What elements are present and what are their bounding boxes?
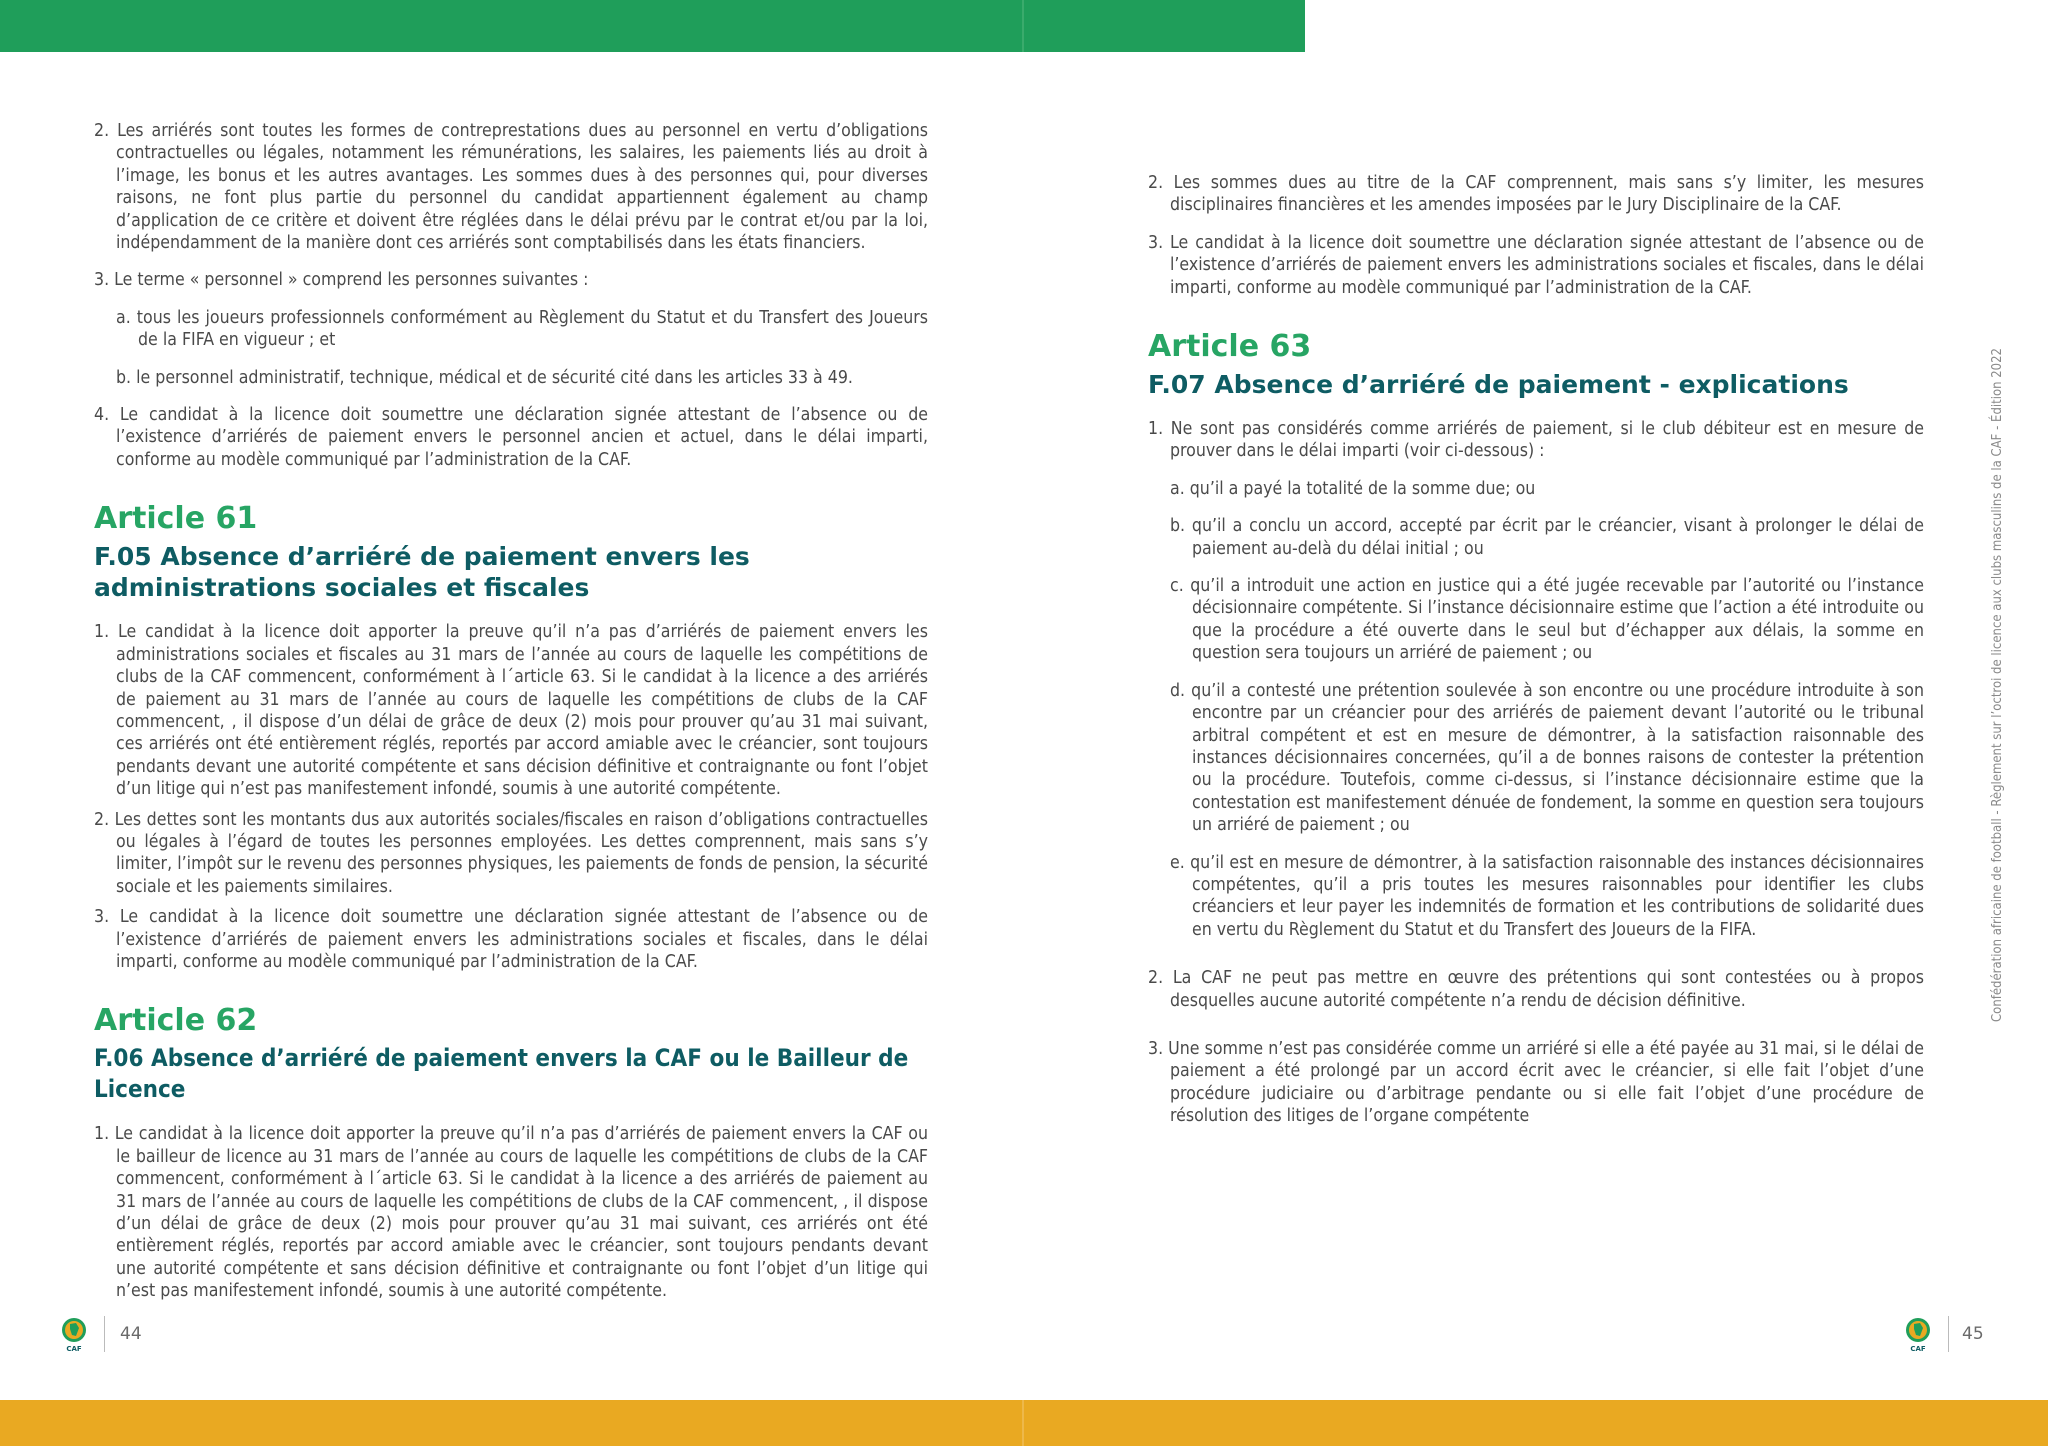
paragraph: 2. Les sommes dues au titre de la CAF comprennent, mais sans s’y limiter, les mesures disciplinaires financières et les amendes imposées par le Jury Disciplinaire de la CAF. [1148, 173, 1924, 216]
paragraph: 2. Les arriérés sont toutes les formes de contreprestations dues au personnel en vertu d’obligations contractuelles ou légales, notamment les rémunérations, les salaires, les paiements liés au droit à l’image, les bonus et les autres avantages. Les sommes dues à des personnes qui, pour diverses raisons, ne font plus partie du personnel du candidat appartiennent également au champ d’application de ce critère et doivent être réglées dans le délai prévu par le contrat et/ou par la loi, indépendamment de la manière dont ces arriérés sont comptabilisés dans les états financiers. [94, 121, 928, 254]
article-63-title: Article 63 [1148, 329, 1312, 365]
article-62-title: Article 62 [94, 1003, 258, 1039]
top-green-bar [0, 0, 1305, 52]
list-item: b. qu’il a conclu un accord, accepté par écrit par le créancier, visant à prolonger le délai de paiement au-delà du délai initial ; ou [1170, 516, 1924, 559]
paragraph: 2. Les dettes sont les montants dus aux autorités sociales/fiscales en raison d’obligations contractuelles ou légales à l’égard de toutes les personnes employées. Les dettes comprennent, mais sans s’y limiter, l’impôt sur le revenu des personnes physiques, les paiements de fonds de pension, la sécurité sociale et les paiements similaires. [94, 809, 928, 897]
article-63-section-title: F.07 Absence d’arriéré de paiement - explications [1148, 370, 1849, 400]
paragraph: 1. Le candidat à la licence doit apporter la preuve qu’il n’a pas d’arriérés de paiement envers les administrations sociales et fiscales au 31 mars de l’année au cours de laquelle les compétitions de clubs de la CAF commencent, conformément à l´article 63. Si le candidat à la licence a des arriérés de paiement au 31 mars de l’année au cours de laquelle les compétitions de clubs de la CAF commencent, , il dispose d’un délai de grâce de deux (2) mois pour prouver qu’au 31 mai suivant, ces arriérés ont été entièrement réglés, reportés par accord amiable avec le créancier, sont toujours pendants devant une autorité compétente et sans décision définitive et contraignante ou font l’objet d’un litige qui n’est pas manifestement infondé, soumis à une autorité compétente. [94, 622, 928, 800]
paragraph: 4. Le candidat à la licence doit soumettre une déclaration signée attestant de l’absence ou de l’existence d’arriérés de paiement envers le personnel ancien et actuel, dans le délai imparti, conforme au modèle communiqué par l’administration de la CAF. [94, 405, 928, 470]
article-61-title: Article 61 [94, 501, 258, 537]
list-item: e. qu’il est en mesure de démontrer, à la satisfaction raisonnable des instances décisionnaires compétentes, qu’il a pris toutes les mesures raisonnables pour identifier les clubs créanciers et leur payer les indemnités de formation et les contributions de solidarité dues en vertu du Règlement du Statut et du Transfert des Joueurs de la FIFA. [1170, 852, 1924, 940]
right-footer [1902, 1316, 2022, 1356]
right-page [1148, 172, 1924, 1143]
paragraph: 3. Une somme n’est pas considérée comme un arriéré si elle a été payée au 31 mai, si le délai de paiement a été prolongé par un accord écrit avec le créancier, si elle fait l’objet d’une procédure judiciaire ou d’arbitrage pendante ou si elle fait l’objet d’une procédure de résolution des litiges de l’organe compétente [1148, 1038, 1924, 1127]
list-item: d. qu’il a contesté une prétention soulevée à son encontre ou une procédure introduite à son encontre par un créancier pour des arriérés de paiement devant l’autorité ou le tribunal arbitral compétent et est en mesure de démontrer, à la satisfaction raisonnable des instances décisionnaires concernées, qu’il a de bonnes raisons de contester la prétention ou la procédure. Toutefois, comme ci-dessus, si l’instance décisionnaire estime que la contestation est manifestement dénuée de fondement, la somme en question sera toujours un arriéré de paiement ; ou [1170, 680, 1924, 836]
left-footer [58, 1316, 178, 1356]
paragraph: 3. Le candidat à la licence doit soumettre une déclaration signée attestant de l’absence ou de l’existence d’arriérés de paiement envers les administrations sociales et fiscales, dans le délai imparti, conforme au modèle communiqué par l’administration de la CAF. [94, 907, 928, 972]
list-item: a. tous les joueurs professionnels conformément au Règlement du Statut et du Transfert des Joueurs de la FIFA en vigueur ; et [116, 307, 928, 351]
article-61-section-title: F.05 Absence d’arriéré de paiement envers les administrations sociales et fiscales [94, 542, 750, 603]
caf-logo [1902, 1316, 1934, 1356]
side-running-title: Confédération africaine de football - Règlement sur l’octroi de licence aux clubs masculins de la CAF - Édition 2022 [1990, 348, 2005, 1022]
svg-text:CAF: CAF [1910, 1345, 1926, 1352]
left-page [94, 120, 928, 1318]
paragraph: 2. La CAF ne peut pas mettre en œuvre des prétentions qui sont contestées ou à propos desquelles aucune autorité compétente n’a rendu de décision définitive. [1148, 968, 1924, 1011]
page-number: 45 [1962, 1324, 1984, 1344]
svg-text:CAF: CAF [66, 1345, 82, 1352]
list-item: c. qu’il a introduit une action en justice qui a été jugée recevable par l’autorité ou l’instance décisionnaire compétente. Si l’instance décisionnaire estime que l’action a été introduite ou que la procédure a été ouverte dans le seul but d’échapper aux délais, la somme en question sera toujours un arriéré de paiement ; ou [1170, 576, 1924, 664]
paragraph: 3. Le candidat à la licence doit soumettre une déclaration signée attestant de l’absence ou de l’existence d’arriérés de paiement envers les administrations sociales et fiscales, dans le délai imparti, conforme au modèle communiqué par l’administration de la CAF. [1148, 232, 1924, 298]
caf-logo [58, 1316, 90, 1356]
list-item: b. le personnel administratif, technique, médical et de sécurité cité dans les articles 33 à 49. [116, 367, 853, 388]
bottom-yellow-bar [0, 1400, 2048, 1446]
paragraph: 1. Ne sont pas considérés comme arriérés de paiement, si le club débiteur est en mesure de prouver dans le délai imparti (voir ci-dessous) : [1148, 419, 1924, 462]
list-item: a. qu’il a payé la totalité de la somme due; ou [1170, 478, 1536, 499]
article-62-section-title: F.06 Absence d’arriéré de paiement envers la CAF ou le Bailleur de Licence [94, 1044, 909, 1104]
paragraph: 1. Le candidat à la licence doit apporter la preuve qu’il n’a pas d’arriérés de paiement envers la CAF ou le bailleur de licence au 31 mars de l’année au cours de laquelle les compétitions de clubs de la CAF commencent, conformément à l´article 63. Si le candidat à la licence a des arriérés de paiement au 31 mars de l’année au cours de laquelle les compétitions de clubs de la CAF commencent, , il dispose d’un délai de grâce de deux (2) mois pour prouver qu’au 31 mai suivant, ces arriérés ont été entièrement réglés, reportés par accord amiable avec le créancier, sont toujours pendants devant une autorité compétente et sans décision définitive et contraignante ou font l’objet d’un litige qui n’est pas manifestement infondé, soumis à une autorité compétente. [94, 1124, 928, 1302]
page-number: 44 [120, 1324, 142, 1344]
paragraph: 3. Le terme « personnel » comprend les personnes suivantes : [94, 270, 589, 291]
